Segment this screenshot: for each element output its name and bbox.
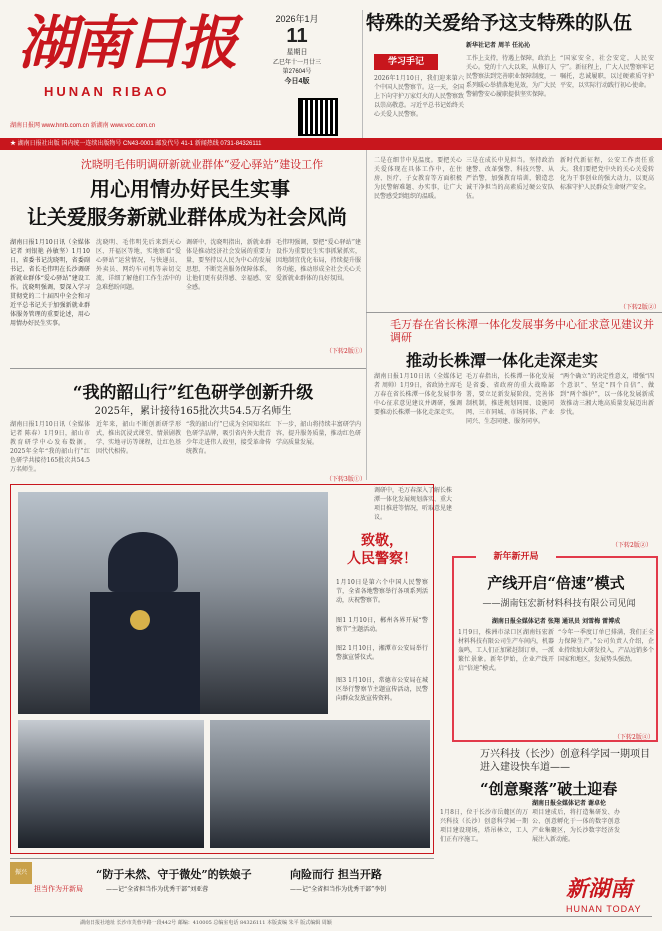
masthead-urls: 湖南日报网 www.hnrb.com.cn 新湖南 www.voc.com.cn bbox=[10, 123, 156, 129]
wanfang-title[interactable]: “创意聚落”破土迎春 bbox=[480, 780, 618, 798]
top-story-text-4: 二是在细节中见温度。要把关心关爱体现在具体工作中，在住房、医疗、子女教育等方面积极为民警解难题、办实事，让广大民警感受到组织的温暖。 bbox=[374, 157, 462, 200]
police-caption-1: 1月10日是第六个中国人民警察节，全省各地警察举行各项系列活动，庆祝警察节。 bbox=[336, 579, 428, 604]
shaoshan-text-2: 近年来，韶山不断创新研学形式，推出沉浸式课堂、情景剧教学、实地寻访等课程，让红色基因代代相传。 bbox=[96, 421, 181, 455]
new-year-byline: 湖南日报全媒体记者 张翔 通讯员 刘雪梅 雷博成 bbox=[491, 618, 621, 625]
newspaper-logo: 湖南日报 bbox=[18, 9, 235, 77]
top-story-title[interactable]: 特殊的关爱给予这支特殊的队伍 bbox=[366, 12, 633, 34]
top-story-text-5: 三是在成长中见担当。坚持政治建警、改革强警、科技兴警、从严治警，加强教育培训，锻造忠诚干净担当的高素质过硬公安队伍。 bbox=[466, 157, 554, 200]
top-story-text-2: 工作上支持，待遇上保障，政治上关心。党的十八大以来，从修订人民警察法到完善职业保障制度，一系列暖心举措落地见效，为广大民警辅警安心履职提供坚实保障。 bbox=[466, 55, 556, 98]
new-year-subtitle: ——湖南钰宏新材料科技有限公司见闻 bbox=[482, 599, 636, 609]
lunar-date: 乙巳年十一月廿三 bbox=[272, 60, 321, 66]
lead-text-col4: 毛伟明强调，要把“爱心驿站”建设作为重要民生实事抓紧抓实，因地制宜优化布局，持续提升服务功能，推动形成全社会关心关爱新就业群体的良好氛围。 bbox=[276, 239, 361, 282]
newspaper-pinyin: HUNAN RIBAO bbox=[44, 84, 170, 99]
divider-bottom bbox=[10, 858, 434, 859]
new-year-text-2: “今年一季度订单已排满，我们正全力保障生产。”公司负责人介绍，企业持续加大研发投入，产品远销多个国家和地区，发展势头强劲。 bbox=[558, 629, 654, 663]
police-banner-line2: 人民警察！ bbox=[347, 551, 417, 567]
right-story-text-4: 调研中，毛万春深入了解长株潭一体化发展规划落实、重大项目推进等情况，听取意见建议。 bbox=[374, 487, 452, 521]
top-story-text-1: 2026年1月10日，我们迎来第六个中国人民警察节。这一天，全国上下向守护万家灯火的人民警察致以崇高敬意。习近平总书记始终关心关爱人民警察。 bbox=[374, 75, 464, 118]
issue-number: 第27604号 bbox=[282, 69, 312, 75]
footer-rule bbox=[10, 916, 652, 917]
qr-code bbox=[298, 98, 338, 136]
bottom-mid-title[interactable]: 向险而行 担当开路 bbox=[290, 868, 382, 881]
police-photo-2[interactable] bbox=[18, 720, 204, 848]
police-photo-main[interactable] bbox=[18, 492, 328, 714]
wanfang-text-1: 1月8日，位于长沙市岳麓区的万兴科技（长沙）创意科学园一期项目建设现场，塔吊林立，工人们正有序施工。 bbox=[440, 809, 528, 843]
new-year-continue[interactable]: （下转2版④） bbox=[614, 734, 654, 741]
wanfang-kicker: 万兴科技（长沙）创意科学园一期项目进入建设快车道—— bbox=[480, 749, 650, 773]
top-story-text-6: 新时代新征程，公安工作责任重大。我们要把党中央的关心关爱转化为干事创业的强大动力，以更高标准守护人民群众生命财产安全。 bbox=[560, 157, 654, 191]
study-notes-tag: 学习手记 bbox=[374, 54, 438, 70]
column-rule-2 bbox=[366, 150, 367, 480]
right-story-text-1: 湖南日报1月10日讯（全媒体记者 周帅）1月9日，省政协主席毛万春在省长株潭一体化发展事务中心征求意见建议并调研，强调要推动长株潭一体化走深走实。 bbox=[374, 373, 462, 416]
shaoshan-text-4: 下一步，韶山将持续丰富研学内容，提升服务质量，推动红色研学高质量发展。 bbox=[276, 421, 361, 446]
weekday: 星期日 bbox=[286, 49, 308, 56]
police-badge-shape bbox=[130, 610, 150, 630]
bottom-left-tag: 振兴 bbox=[10, 862, 32, 884]
right-story-title[interactable]: 推动长株潭一体化走深走实 bbox=[406, 351, 599, 370]
column-rule bbox=[362, 10, 363, 138]
police-caption-3: 图2 1月10日，湘潭市公安局举行警旗宣誓仪式。 bbox=[336, 645, 428, 661]
new-year-tag: 新年新开局 bbox=[476, 549, 556, 561]
right-story-continue[interactable]: （下转2版②） bbox=[612, 542, 652, 549]
lead-kicker: 沈晓明毛伟明调研新就业群体“爱心驿站”建设工作 bbox=[80, 158, 324, 171]
lead-text: 湖南日报1月10日讯（全媒体记者 刘银艳 孙敏坚）1月10日，省委书记沈晓明，省委副书记、省长毛伟明在长沙调研新就业群体“爱心驿站”建设工作。沈晓明强调，要深入学习贯彻党的二十届四中全会和习近平总书记关于加强新就业群体服务管理的重要论述，用心用情办好民生实事。 bbox=[10, 239, 90, 327]
police-caption-4: 图3 1月10日，常德市公安局在城区举行警察节主题宣传活动，民警向群众发放宣传资料。 bbox=[336, 677, 428, 702]
bottom-left-title[interactable]: “防于未然、守于微处”的铁娘子 bbox=[96, 868, 252, 881]
right-story-kicker: 毛万春在省长株潭一体化发展事务中心征求意见建议并调研 bbox=[390, 318, 654, 344]
shaoshan-text-3: “我的韶山行”已成为全国知名红色研学品牌，吸引省内外大批青少年走进伟人故里，接受革命传统教育。 bbox=[186, 421, 271, 455]
new-year-title[interactable]: 产线开启“倍速”模式 bbox=[487, 574, 625, 592]
wanfang-byline: 湖南日报全媒体记者 谢卓伦 bbox=[531, 800, 607, 807]
top-story-continue[interactable]: （下转2版②） bbox=[620, 304, 660, 311]
shaoshan-text-1: 湖南日报1月10日讯（全媒体记者 陈春）1月9日，韶山市教育研学中心发布数据，2025年全年“我的韶山行”红色研学共接待165批次共54.5万名师生。 bbox=[10, 421, 90, 473]
right-story-text-2: 毛万春指出，长株潭一体化发展是省委、省政府的重大战略部署，要立足新发展阶段，完善体制机制，推进规划同图、设施同网、三市同城、市场同体、产业同兴、生态同建、服务同享。 bbox=[466, 373, 554, 425]
top-story-text-3: “国家安全，社会安定，人民安宁”。新征程上，广大人民警察牢记嘱托，忠诚履职，以过硬素质守护平安，以实际行动践行初心使命。 bbox=[560, 55, 654, 89]
footer-text: 湖南日报社地址 长沙市芙蓉中路一段442号 邮编：410005 总编室电话 84326111 本版责编 朱平 版式编辑 周颖 bbox=[80, 920, 332, 926]
lead-text-col2: 沈晓明、毛伟明先后来到天心区、开福区等地，实地察看“爱心驿站”运营情况，与快递员、外卖员、网约车司机等亲切交流，详细了解他们工作生活中的急难愁盼问题。 bbox=[96, 239, 181, 291]
lead-title-line2[interactable]: 让关爱服务新就业群体成为社会风尚 bbox=[27, 205, 347, 229]
header-bar: ★ 湖南日报社出版 国内统一连续出版物号 CN43-0001 邮发代号 41-1 新闻热线 0731-84326111 bbox=[0, 138, 662, 150]
police-photo-3[interactable] bbox=[210, 720, 430, 848]
police-banner-line1: 致敬， bbox=[361, 533, 403, 549]
shaoshan-subtitle: 2025年，累计接待165批次共54.5万名师生 bbox=[94, 406, 292, 417]
date-line: 2026年1月 bbox=[275, 14, 319, 24]
top-story-byline: 新华社记者 周羊 任沁沁 bbox=[466, 42, 531, 49]
right-story-text-3: “两个确立”的决定性意义，增强“四个意识”、坚定“四个自信”、做到“两个维护”，以一体化发展新成效推动三湘大地高质量发展迈出新步伐。 bbox=[560, 373, 654, 416]
edition-count: 今日4版 bbox=[284, 78, 310, 85]
date-box bbox=[262, 12, 332, 86]
date-day: 11 bbox=[286, 25, 308, 47]
bottom-left-subtitle: ——记“全省担当作为优秀干部”刘亚蓉 bbox=[106, 886, 209, 893]
watermark-sub: HUNAN TODAY bbox=[566, 904, 642, 914]
bottom-mid-subtitle: ——记“全省担当作为优秀干部”李钊 bbox=[290, 886, 387, 893]
bottom-left-subtag: 担当作为开新局 bbox=[34, 885, 83, 893]
lead-title-line1[interactable]: 用心用情办好民生实事 bbox=[90, 177, 290, 201]
lead-continue[interactable]: （下转2版①） bbox=[326, 348, 366, 355]
lead-text-col3: 调研中，沈晓明指出，新就业群体是推动经济社会发展的重要力量，要坚持以人民为中心的发展思想，不断完善服务保障体系，让他们更有获得感、幸福感、安全感。 bbox=[186, 239, 271, 291]
divider-right bbox=[366, 312, 662, 313]
police-uniform-shape bbox=[90, 592, 200, 714]
watermark-logo: 新湖南 bbox=[566, 876, 633, 902]
police-caption-2: 图1 1月10日，郴州各界开展“警察节”主题活动。 bbox=[336, 617, 428, 633]
new-year-text-1: 1月9日，株洲市渌口区湖南钰宏新材料科技有限公司生产车间内，机器轰鸣，工人们正加紧赶制订单，一派繁忙景象。新年伊始，企业产线开启“倍速”模式。 bbox=[458, 629, 554, 672]
shaoshan-title[interactable]: “我的韶山行”红色研学创新升级 bbox=[72, 383, 314, 403]
wanfang-text-2: 项目建成后，将打造集研发、办公、创意孵化于一体的数字创意产业集聚区，为长沙数字经济发展注入新动能。 bbox=[532, 809, 620, 843]
divider-left bbox=[10, 368, 366, 369]
police-cap-shape bbox=[108, 532, 178, 592]
shaoshan-continue[interactable]: （下转3版①） bbox=[326, 476, 366, 483]
